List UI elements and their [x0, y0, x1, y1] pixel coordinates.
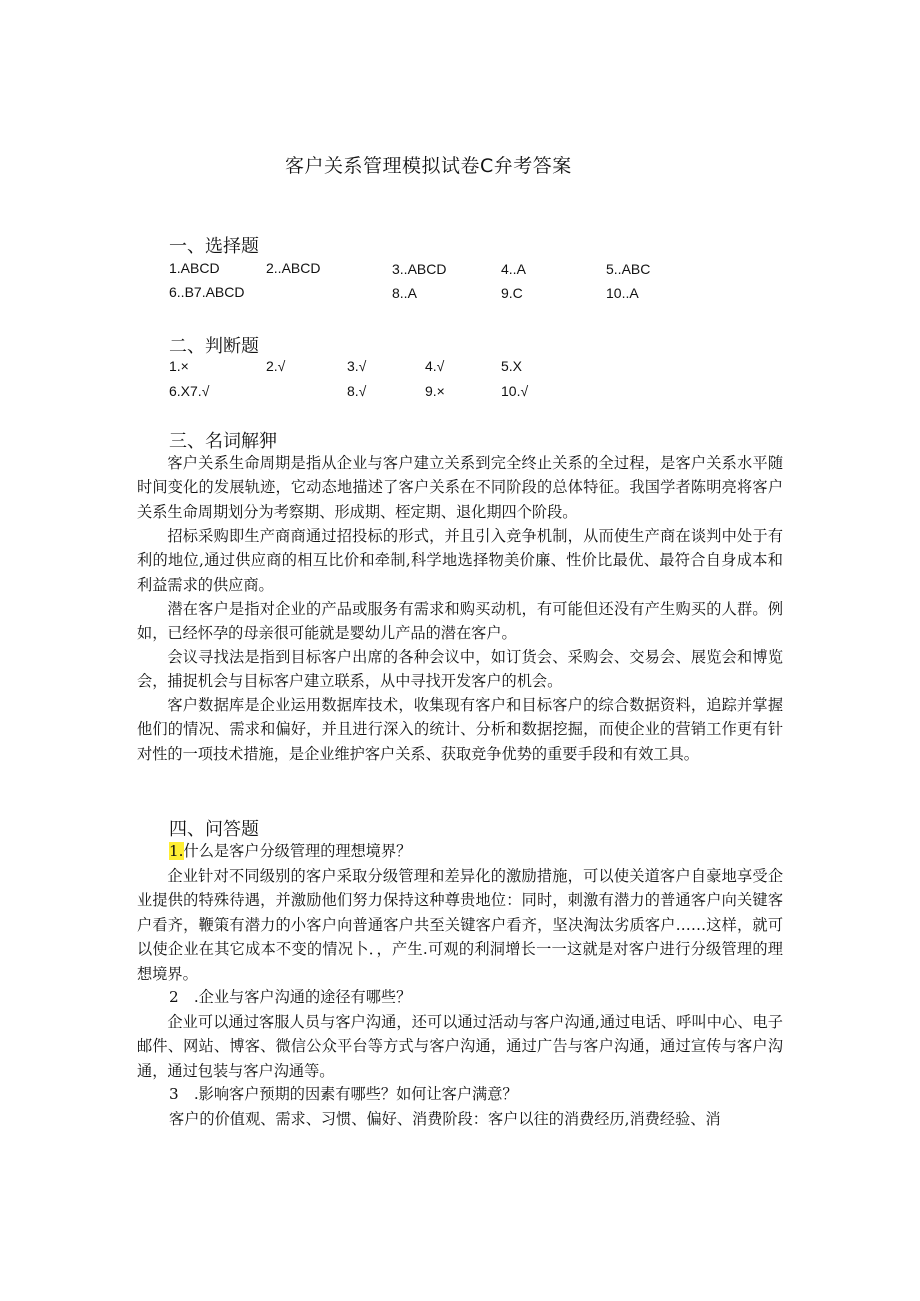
judge-answer: 5.X [501, 358, 523, 374]
question-2: 2 .企业与客户沟通的途径有哪些？ [169, 988, 412, 1006]
term-paragraph: 客户数据库是企业运用数据库技术，收集现有客户和目标客户的综合数据资料，追踪并掌握他们的情况、需求和偏好，并且进行深入的统计、分析和数据挖掘，而使企业的营销工作更有针对性的一项技术措施，是企业维护客户关系、获取竞争优势的重要手段和有效工具。 [137, 696, 783, 763]
term-paragraph: 客户关系生命周期是指从企业与客户建立关系到完全终止关系的全过程，是客户关系水平随时间变化的发展轨迹，它动态地描述了客户关系在不同阶段的总体特征。我国学者陈明亮将客户关系生命周期划分为考察期、形成期、桎定期、退化期四个阶段。 [137, 454, 783, 521]
choice-answer: 1.ABCD [169, 260, 220, 276]
choice-answer: 3..ABCD [392, 261, 447, 277]
judge-answer: 1.× [169, 358, 189, 374]
judge-answer: 10.√ [501, 383, 529, 399]
term-paragraph: 会议寻找法是指到目标客户出席的各种会议中，如订货会、采购会、交易会、展览会和博览会，捕捉机会与目标客户建立联系，从中寻找开发客户的机会。 [137, 648, 783, 691]
section-heading-judge: 二、判断题 [169, 336, 259, 357]
choice-answer: 2..ABCD [266, 260, 321, 276]
section-heading-qa: 四、问答题 [169, 819, 259, 840]
choice-answer: 8..A [392, 285, 417, 301]
question-1 [169, 840, 411, 861]
question-3: 3 .影响客户预期的因素有哪些？如何让客户满意？ [169, 1085, 518, 1103]
judge-answer: 8.√ [347, 383, 367, 399]
judge-answer: 6.X7.√ [169, 383, 210, 399]
judge-answer: 9.× [425, 383, 445, 399]
answer-1: 企业针对不同级别的客户采取分级管理和差异化的激励措施，可以使关道客户自豪地享受企业提供的特殊待遇，并激励他们努力保持这种尊贵地位：同时，刺激有潜力的普通客户向关键客户看齐，鞭策有潜力的小客户向普通客户共至关键客户看齐，坚决淘汰劣质客户……这样，就可以使企业在其它成本不变的情况卜．，产生.可观的利洞增长一一这就是对客户进行分级管理的理想境界。 [137, 867, 783, 983]
judge-answer: 2.√ [266, 358, 286, 374]
question-1-text: 什么是客户分级管理的理想境界？ [183, 842, 412, 860]
judge-answer: 4.√ [425, 358, 445, 374]
choice-answer: 5..ABC [606, 261, 651, 277]
answer-3: 客户的价值观、需求、习惯、偏好、消费阶段：客户以往的消费经历,消费经验、消 [169, 1110, 721, 1128]
term-paragraph: 招标采购即生产商商通过招投标的形式，并且引入竞争机制，从而使生产商在谈判中处于有利的地位,通过供应商的相互比价和牵制,科学地选择物美价廉、性价比最优、最符合自身成本和利益需求的供应商。 [137, 527, 783, 594]
section-heading-choice: 一、选择题 [169, 236, 259, 257]
document-title: 客户关系管理模拟试卷C弁考答案 [285, 155, 572, 177]
term-paragraph: 潜在客户是指对企业的产品或服务有需求和购买动机，有可能但还没有产生购买的人群。例如，已经怀孕的母亲很可能就是婴幼儿产品的潜在客户。 [137, 600, 783, 643]
judge-answer: 3.√ [347, 358, 367, 374]
choice-answer: 10..A [606, 285, 639, 301]
choice-answer: 6..B7.ABCD [169, 284, 245, 300]
answer-2: 企业可以通过客服人员与客户沟通，还可以通过活动与客户沟通,通过电话、呼叫中心、电子邮件、网站、博客、微信公众平台等方式与客户沟通，通过广告与客户沟通，通过宣传与客户沟通，通过包装与客户沟通等。 [137, 1013, 783, 1080]
question-number-highlight: 1. [169, 842, 184, 860]
section-heading-terms: 三、名词解狎 [169, 431, 277, 452]
choice-answer: 9.C [501, 285, 523, 301]
choice-answer: 4..A [501, 261, 526, 277]
